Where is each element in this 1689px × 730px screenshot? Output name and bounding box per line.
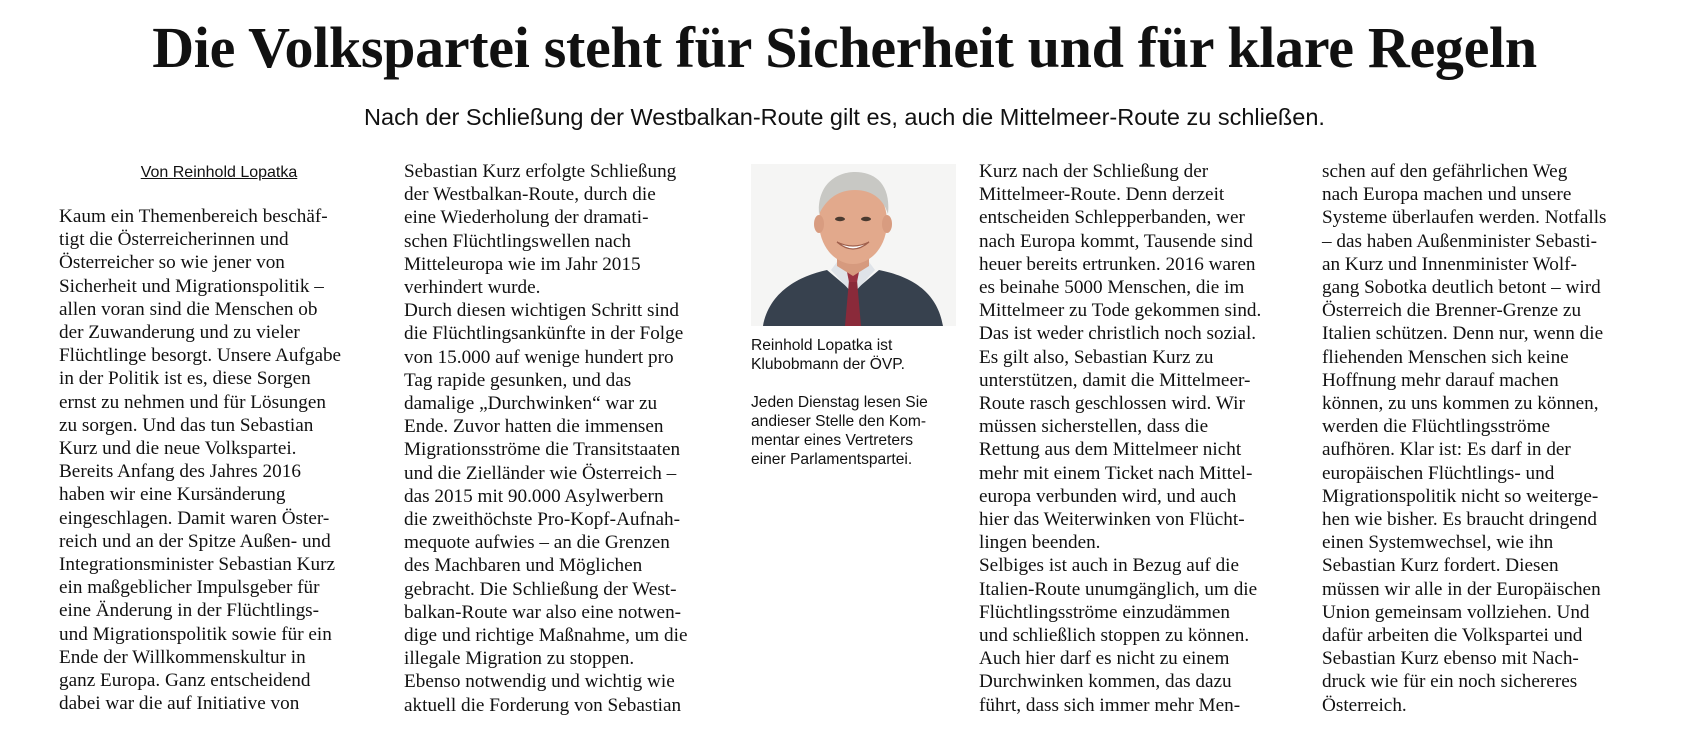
text-line: Österreich. <box>1322 694 1407 716</box>
text-line: Durch diesen wichtigen Schritt sind <box>404 300 679 322</box>
text-line: Kaum ein Themenbereich beschäf- <box>59 206 328 227</box>
text-line: balkan-Route war also eine notwen- <box>404 601 682 623</box>
text-line: druck wie für ein noch sichereres <box>1322 671 1578 693</box>
text-line: es beinahe 5000 Menschen, die im <box>979 277 1245 299</box>
text-line: die Flüchtlingsankünfte in der Folge <box>404 323 684 345</box>
photo-caption <box>751 336 961 374</box>
text-line: dige und richtige Maßnahme, um die <box>404 625 688 647</box>
text-line: Sicherheit und Migrationspolitik – <box>59 275 324 297</box>
text-line: Sebastian Kurz fordert. Diesen <box>1322 555 1559 577</box>
text-line: schen auf den gefährlichen Weg <box>1322 161 1568 182</box>
article-column-3 <box>979 160 1299 717</box>
article-subheadline: Nach der Schließung der Westbalkan-Route gilt es, auch die Mittelmeer-Route zu schließen. <box>364 104 1325 130</box>
text-line: Ende. Zuvor hatten die immensen <box>404 416 664 438</box>
article-column-2 <box>404 160 734 717</box>
text-line: nach Europa machen und unsere <box>1322 184 1572 206</box>
text-line: das 2015 mit 90.000 Asylwerbern <box>404 485 664 507</box>
text-line: ganz Europa. Ganz entscheidend <box>59 670 311 692</box>
text-line: Systeme überlaufen werden. Notfalls <box>1322 207 1607 229</box>
text-line: eine Änderung in der Flüchtlings- <box>59 600 320 622</box>
author-byline: Von Reinhold Lopatka <box>140 164 298 181</box>
text-line: Italien-Route unumgänglich, um die <box>979 578 1258 600</box>
text-line: Österreicher so wie jener von <box>59 252 285 274</box>
text-line: zu sorgen. Und das tun Sebastian <box>59 414 314 436</box>
text-line: müssen sicherstellen, dass die <box>979 416 1209 438</box>
text-line: aktuell die Forderung von Sebastian <box>404 694 682 716</box>
note-line: mentar eines Vertreters <box>751 432 914 449</box>
text-line: heuer bereits ertrunken. 2016 waren <box>979 253 1256 275</box>
text-line: müssen wir alle in der Europäischen <box>1322 578 1601 600</box>
author-portrait <box>751 164 956 326</box>
text-line: die zweithöchste Pro-Kopf-Aufnah- <box>404 509 680 531</box>
series-note <box>751 393 961 469</box>
text-line: Österreich die Brenner-Grenze zu <box>1322 300 1582 322</box>
text-line: Italien schützen. Denn nur, wenn die <box>1322 323 1604 345</box>
text-line: Hoffnung mehr darauf machen <box>1322 369 1559 391</box>
text-line: allen voran sind die Menschen ob <box>59 298 318 320</box>
text-line: des Machbaren und Möglichen <box>404 555 643 577</box>
text-line: dafür arbeiten die Volkspartei und <box>1322 625 1583 647</box>
text-line: eingeschlagen. Damit waren Öster- <box>59 507 330 529</box>
text-line: Migrationsströme die Transitstaaten <box>404 439 681 461</box>
text-line: Bereits Anfang des Jahres 2016 <box>59 461 301 483</box>
text-line: lingen beenden. <box>979 532 1101 554</box>
text-line: Durchwinken kommen, das dazu <box>979 671 1232 693</box>
article-column-4 <box>1322 160 1662 717</box>
text-line: Das ist weder christlich noch sozial. <box>979 323 1257 345</box>
text-line: Selbiges ist auch in Bezug auf die <box>979 555 1240 577</box>
text-line: Ende der Willkommenskultur in <box>59 646 306 668</box>
text-line: mehr mit einem Ticket nach Mittel- <box>979 462 1253 484</box>
text-line: fliehenden Menschen sich keine <box>1322 346 1569 368</box>
text-line: Flüchtlingsströme einzudämmen <box>979 601 1230 623</box>
text-line: – das haben Außenminister Sebasti- <box>1322 230 1597 252</box>
text-line: einen Systemwechsel, wie ihn <box>1322 532 1554 554</box>
text-line: mequote aufwies – an die Grenzen <box>404 532 670 554</box>
note-line: Jeden Dienstag lesen Sie <box>751 394 928 411</box>
note-line: andieser Stelle den Kom- <box>751 413 927 430</box>
text-line: Union gemeinsam vollziehen. Und <box>1322 601 1590 623</box>
text-line: verhindert wurde. <box>404 277 541 299</box>
caption-line: Klubobmann der ÖVP. <box>751 356 906 373</box>
text-line: können, zu uns kommen zu können, <box>1322 393 1599 415</box>
text-line: hier das Weiterwinken von Flücht- <box>979 509 1245 531</box>
text-line: und die Zielländer wie Österreich – <box>404 462 677 484</box>
text-line: und schließlich stoppen zu können. <box>979 625 1250 647</box>
text-line: Rettung aus dem Mittelmeer nicht <box>979 439 1242 461</box>
text-line: Flüchtlinge besorgt. Unsere Aufgabe <box>59 345 342 367</box>
text-line: Ebenso notwendig und wichtig wie <box>404 671 675 693</box>
text-line: eine Wiederholung der dramati- <box>404 207 649 229</box>
text-line: Route rasch geschlossen wird. Wir <box>979 393 1245 415</box>
text-line: Kurz und die neue Volkspartei. <box>59 438 297 460</box>
text-line: von 15.000 auf wenige hundert pro <box>404 346 674 368</box>
text-line: Mittelmeer-Route. Denn derzeit <box>979 184 1225 206</box>
text-line: hen wie bisher. Es braucht dringend <box>1322 509 1597 531</box>
author-photo <box>751 164 956 326</box>
note-line: einer Parlamentspartei. <box>751 451 913 468</box>
text-line: entscheiden Schlepperbanden, wer <box>979 207 1245 229</box>
text-line: Sebastian Kurz ebenso mit Nach- <box>1322 648 1579 670</box>
text-line: Mitteleuropa wie im Jahr 2015 <box>404 253 641 275</box>
text-line: gebracht. Die Schließung der West- <box>404 578 677 600</box>
text-line: europa verbunden wird, und auch <box>979 485 1237 507</box>
text-line: illegale Migration zu stoppen. <box>404 648 635 670</box>
text-line: der Westbalkan-Route, durch die <box>404 184 656 206</box>
text-line: unterstützen, damit die Mittelmeer- <box>979 369 1251 391</box>
text-line: an Kurz und Innenminister Wolf- <box>1322 253 1577 275</box>
text-line: tigt die Österreicherinnen und <box>59 229 289 251</box>
caption-line: Reinhold Lopatka ist <box>751 337 893 354</box>
text-line: Kurz nach der Schließung der <box>979 161 1209 182</box>
text-line: Migrationspolitik nicht so weiterge- <box>1322 485 1599 507</box>
text-line: europäischen Flüchtlings- und <box>1322 462 1555 484</box>
text-line: in der Politik ist es, diese Sorgen <box>59 368 311 390</box>
text-line: Es gilt also, Sebastian Kurz zu <box>979 346 1214 368</box>
text-line: ernst zu nehmen und für Lösungen <box>59 391 326 413</box>
text-line: ein maßgeblicher Impulsgeber für <box>59 577 320 599</box>
text-line: gang Sobotka deutlich betont – wird <box>1322 277 1601 299</box>
author-sidebar <box>751 164 961 469</box>
text-line: und Migrationspolitik sowie für ein <box>59 623 332 645</box>
text-line: führt, dass sich immer mehr Men- <box>979 694 1241 716</box>
text-line: Sebastian Kurz erfolgte Schließung <box>404 161 677 182</box>
article-headline: Die Volkspartei steht für Sicherheit und für klare Regeln <box>152 15 1537 80</box>
text-line: reich und an der Spitze Außen- und <box>59 530 331 552</box>
text-line: dabei war die auf Initiative von <box>59 693 300 715</box>
text-line: Tag rapide gesunken, und das <box>404 369 632 391</box>
text-line: Mittelmeer zu Tode gekommen sind. <box>979 300 1262 322</box>
article-column-1 <box>59 160 379 715</box>
text-line: aufhören. Klar ist: Es darf in der <box>1322 439 1571 461</box>
text-line: Auch hier darf es nicht zu einem <box>979 648 1230 670</box>
text-line: haben wir eine Kursänderung <box>59 484 286 506</box>
text-line: werden die Flüchtlingsströme <box>1322 416 1551 438</box>
text-line: schen Flüchtlingswellen nach <box>404 230 631 252</box>
text-line: damalige „Durchwinken“ war zu <box>404 393 658 415</box>
text-line: Integrationsminister Sebastian Kurz <box>59 554 336 576</box>
text-line: nach Europa kommt, Tausende sind <box>979 230 1253 252</box>
text-line: der Zuwanderung und zu vieler <box>59 322 300 344</box>
